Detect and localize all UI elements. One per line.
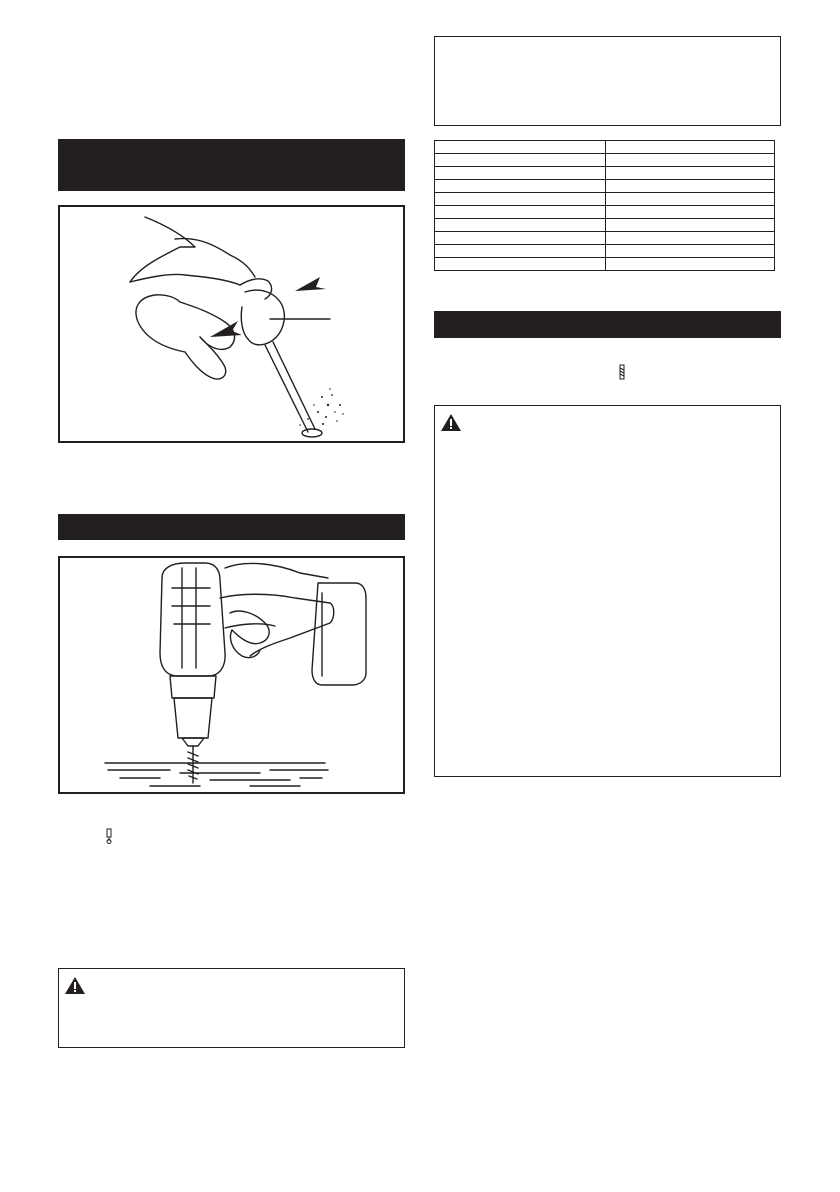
table-cell	[435, 154, 606, 167]
table-row	[435, 154, 775, 167]
figure-blow-out-bulb	[58, 205, 405, 443]
table-row	[435, 141, 775, 154]
drill-illustration	[60, 558, 403, 792]
table-row	[435, 245, 775, 258]
table-cell	[435, 219, 606, 232]
table-cell	[435, 141, 606, 154]
table-cell	[435, 167, 606, 180]
table-cell	[435, 245, 606, 258]
table-cell	[606, 141, 775, 154]
blow-bulb-illustration	[60, 207, 403, 441]
table-cell	[435, 193, 606, 206]
table-cell	[606, 232, 775, 245]
table-row	[435, 167, 775, 180]
table-cell	[435, 180, 606, 193]
warning-box-right	[434, 405, 781, 777]
table-cell	[606, 154, 775, 167]
table-cell	[435, 232, 606, 245]
table-cell	[606, 167, 775, 180]
table-row	[435, 193, 775, 206]
table-row	[435, 258, 775, 271]
screw-driving-mode-icon	[104, 828, 114, 844]
drilling-mode-icon	[617, 364, 627, 380]
section-header-drilling	[434, 311, 781, 338]
warning-triangle-icon	[441, 414, 461, 431]
note-box-top-right	[434, 36, 781, 126]
table-row	[435, 180, 775, 193]
section-header-screwdriving	[58, 514, 405, 540]
table-cell	[606, 245, 775, 258]
table-cell	[606, 206, 775, 219]
table-cell	[606, 219, 775, 232]
figure-drill-driving-screw	[58, 556, 405, 794]
table-cell	[606, 193, 775, 206]
table-cell	[606, 258, 775, 271]
table-row	[435, 206, 775, 219]
table-cell	[606, 180, 775, 193]
spec-table	[434, 140, 775, 271]
table-cell	[435, 258, 606, 271]
table-row	[435, 219, 775, 232]
warning-box-left	[58, 968, 405, 1048]
table-cell	[435, 206, 606, 219]
table-row	[435, 232, 775, 245]
warning-triangle-icon	[65, 977, 85, 994]
section-header-hole-cleaning	[58, 139, 405, 191]
